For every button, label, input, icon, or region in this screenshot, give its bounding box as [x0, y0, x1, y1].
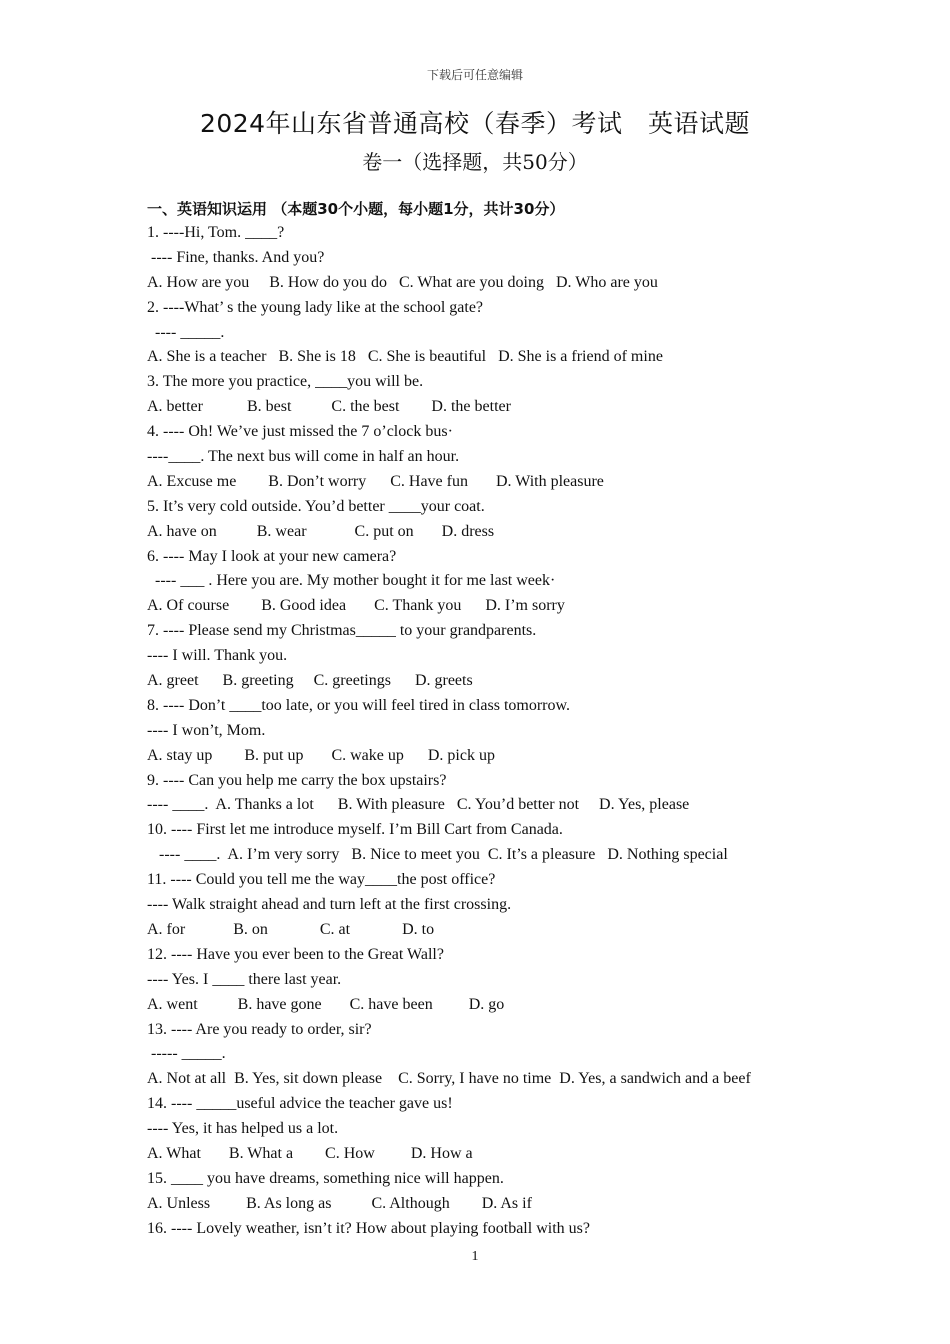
- text-line: ----- _____.: [147, 1045, 226, 1063]
- text-line: 11. ---- Could you tell me the way____the post office?: [147, 871, 496, 889]
- section-heading: 一、英语知识运用 （本题30个小题，每小题1分，共计30分）: [147, 200, 565, 218]
- text-line: 10. ---- First let me introduce myself. I’m Bill Cart from Canada.: [147, 821, 563, 839]
- text-line: 7. ---- Please send my Christmas_____ to your grandparents.: [147, 622, 537, 640]
- text-line: A. greet B. greeting C. greetings D. greets: [147, 672, 473, 690]
- text-line: A. She is a teacher B. She is 18 C. She is beautiful D. She is a friend of mine: [147, 348, 663, 366]
- header-note: 下载后可任意编辑: [426, 68, 523, 82]
- text-line: 1. ----Hi, Tom. ____?: [147, 224, 285, 241]
- text-line: A. Of course B. Good idea C. Thank you D. I’m sorry: [147, 597, 565, 615]
- text-line: 3. The more you practice, ____you will be.: [147, 373, 424, 391]
- question-list: [147, 221, 847, 1242]
- text-line: A. have on B. wear C. put on D. dress: [147, 522, 495, 540]
- text-line: ---- I won’t, Mom.: [147, 721, 266, 739]
- text-line: 2. ----What’ s the young lady like at the school gate?: [147, 298, 484, 316]
- text-line: A. Unless B. As long as C. Although D. As if: [147, 1194, 532, 1212]
- text-line: ---- Yes, it has helped us a lot.: [147, 1120, 339, 1138]
- text-line: A. Excuse me B. Don’t worry C. Have fun D. With pleasure: [147, 472, 604, 490]
- text-line: 4. ---- Oh! We’ve just missed the 7 o’clock bus·: [147, 423, 453, 441]
- text-line: ---- Walk straight ahead and turn left at the first crossing.: [147, 896, 512, 914]
- text-line: ---- I will. Thank you.: [147, 647, 288, 665]
- text-line: A. better B. best C. the best D. the better: [147, 398, 511, 416]
- text-line: A. How are you B. How do you do C. What are you doing D. Who are you: [147, 273, 658, 291]
- text-line: A. stay up B. put up C. wake up D. pick up: [147, 746, 495, 764]
- text-line: 16. ---- Lovely weather, isn’t it? How about playing football with us?: [147, 1219, 590, 1237]
- text-line: 15. ____ you have dreams, something nice will happen.: [147, 1169, 504, 1187]
- exam-subtitle: 卷一（选择题，共50分）: [362, 150, 588, 174]
- text-line: A. What B. What a C. How D. How a: [147, 1144, 473, 1162]
- text-line: ---- ____. A. I’m very sorry B. Nice to meet you C. It’s a pleasure D. Nothing special: [147, 846, 728, 864]
- text-line: ----____. The next bus will come in half an hour.: [147, 448, 460, 466]
- text-line: 5. It’s very cold outside. You’d better ____your coat.: [147, 497, 485, 515]
- text-line: A. went B. have gone C. have been D. go: [147, 995, 505, 1013]
- text-line: 9. ---- Can you help me carry the box upstairs?: [147, 771, 447, 789]
- text-line: ---- ____. A. Thanks a lot B. With pleasure C. You’d better not D. Yes, please: [147, 796, 690, 814]
- page-number: 1: [471, 1249, 479, 1264]
- text-line: ---- Fine, thanks. And you?: [147, 248, 325, 266]
- text-line: ---- Yes. I ____ there last year.: [147, 970, 342, 988]
- text-line: ---- _____.: [147, 323, 225, 341]
- text-line: A. Not at all B. Yes, sit down please C. Sorry, I have no time D. Yes, a sandwich and a beef: [147, 1070, 751, 1088]
- text-line: ---- ___ . Here you are. My mother bought it for me last week·: [147, 572, 556, 590]
- text-line: 8. ---- Don’t ____too late, or you will feel tired in class tomorrow.: [147, 696, 571, 714]
- text-line: 6. ---- May I look at your new camera?: [147, 547, 397, 565]
- text-line: 12. ---- Have you ever been to the Great Wall?: [147, 945, 444, 963]
- exam-title: 2024年山东省普通高校（春季）考试 英语试题: [199, 109, 751, 138]
- text-line: 14. ---- _____useful advice the teacher gave us!: [147, 1095, 453, 1113]
- text-line: 13. ---- Are you ready to order, sir?: [147, 1020, 372, 1038]
- text-line: A. for B. on C. at D. to: [147, 920, 435, 938]
